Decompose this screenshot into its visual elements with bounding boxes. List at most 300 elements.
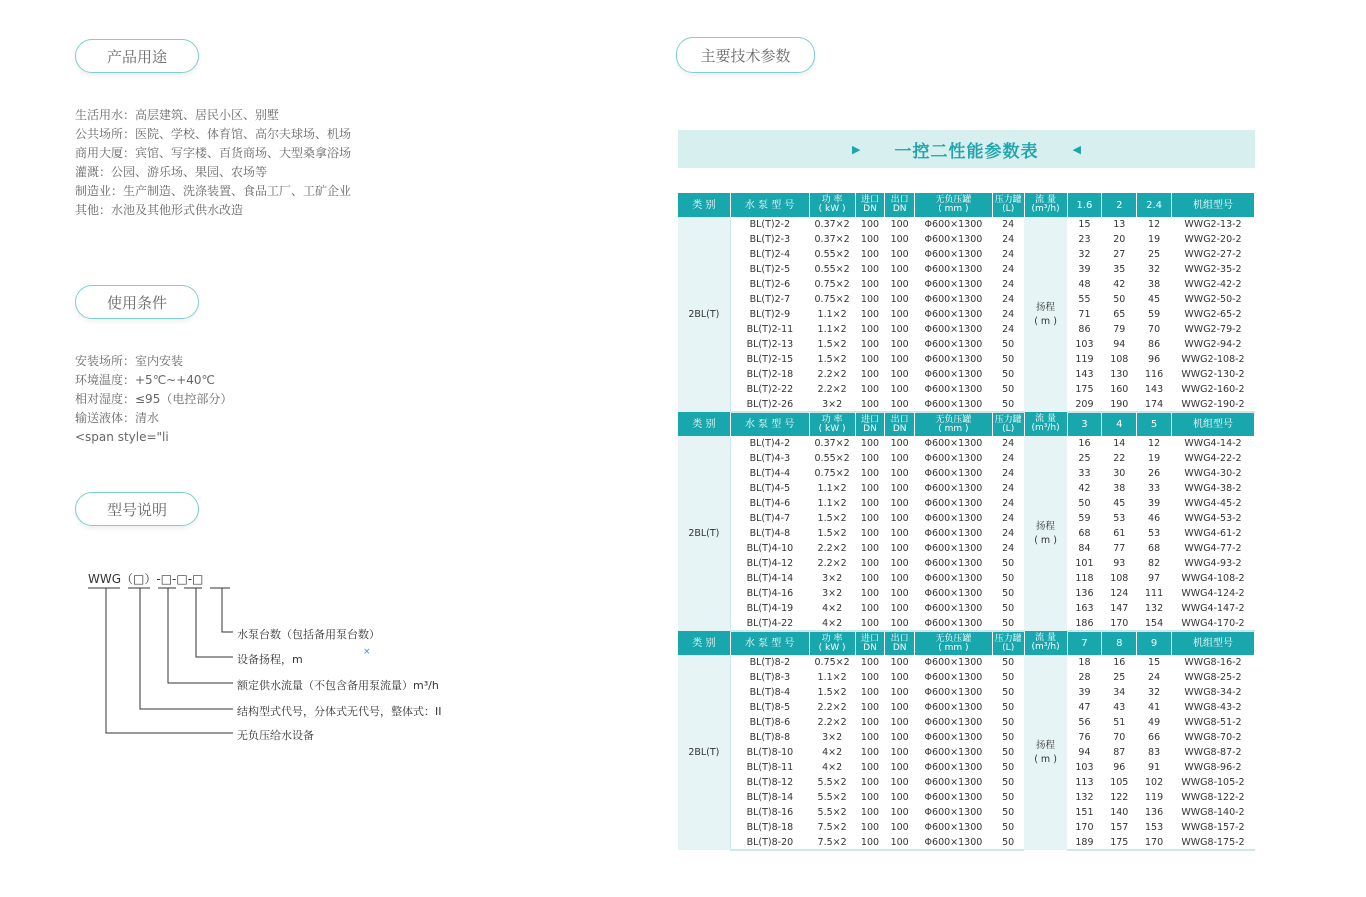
cell-inlet: 100: [860, 438, 880, 449]
cell-inlet: 100: [860, 717, 880, 728]
table-row: [678, 451, 1255, 466]
cell-flow-1: 175: [1075, 384, 1094, 395]
model-label-structure: 结构型式代号，分体式无代号，整体式：II: [237, 705, 442, 718]
table-title: 一控二性能参数表: [894, 141, 1039, 162]
cell-flow-1: 103: [1075, 762, 1094, 773]
header-inlet-unit: DN: [863, 204, 877, 214]
cell-pressure-tank: 50: [992, 835, 1024, 850]
cell-inlet: 100: [860, 234, 880, 245]
cell-pressure-tank: 50: [1002, 792, 1015, 803]
cell-unit-model: WWG2-190-2: [1172, 397, 1255, 412]
cell-outlet: 100: [890, 558, 909, 569]
header-pressure-tank: [992, 631, 1024, 655]
header-pressure-tank-label: 压力罐: [994, 633, 1022, 644]
cell-pump-model: BL(T)2-3: [749, 234, 791, 245]
cell-inlet: 100: [860, 672, 880, 683]
cell-flow-1: 94: [1078, 747, 1091, 758]
table-row: [678, 820, 1255, 835]
cell-pressure-tank: 50: [1002, 354, 1015, 365]
cell-flow-3: 26: [1148, 468, 1161, 479]
cell-flow-2: 25: [1113, 672, 1126, 683]
model-code-diagram: [80, 565, 500, 755]
cell-flow-1: 119: [1075, 354, 1094, 365]
cell-tank: Φ600×1300: [924, 294, 983, 305]
cell-outlet: 100: [890, 279, 909, 290]
header-power-unit: ( kW ): [818, 423, 846, 434]
cell-outlet: 100: [890, 717, 909, 728]
cell-pump-model: BL(T)8-3: [749, 672, 791, 683]
model-label-flow: 额定供水流量（不包含备用泵流量）m³/h: [237, 679, 439, 692]
cell-flow-3: 19: [1148, 234, 1161, 245]
cell-power: 1.1×2: [817, 483, 847, 494]
cell-pump-model: BL(T)2-5: [749, 264, 791, 275]
cell-unit-model: WWG4-30-2: [1184, 468, 1242, 479]
conditions-line: 相对湿度：≤95（电控部分）: [75, 392, 233, 406]
cell-pump-model: BL(T)2-22: [746, 384, 794, 395]
cell-power: 0.75×2: [814, 657, 850, 668]
cell-tank: Φ600×1300: [924, 558, 983, 569]
cell-flow-1: 103: [1075, 339, 1094, 350]
cell-tank: Φ600×1300: [924, 249, 983, 260]
header-power: [809, 412, 855, 436]
cell-tank: Φ600×1300: [924, 453, 983, 464]
cell-pressure-tank: 50: [1002, 384, 1015, 395]
header-tank-label: 无负压罐: [935, 195, 972, 205]
cell-flow-3: 46: [1148, 513, 1161, 524]
cell-pressure-tank: 24: [1002, 219, 1015, 230]
cell-power: 7.5×2: [809, 835, 855, 850]
cell-pressure-tank: 24: [1002, 324, 1015, 335]
cell-flow-3: 39: [1148, 498, 1161, 509]
header-power-label: 功 率: [821, 633, 843, 644]
cell-outlet: 100: [890, 354, 909, 365]
header-tank-unit: ( mm ): [938, 204, 969, 214]
cell-flow-1: 39: [1078, 264, 1091, 275]
cell-flow-3: 59: [1148, 309, 1161, 320]
header-flow-value: 8: [1102, 631, 1137, 655]
cell-flow-3: 83: [1148, 747, 1161, 758]
cell-inlet: 100: [860, 603, 880, 614]
cell-tank: Φ600×1300: [924, 483, 983, 494]
cell-pressure-tank: 24: [1002, 468, 1015, 479]
header-inlet: [855, 193, 885, 217]
cell-pump-model: BL(T)4-16: [746, 588, 794, 599]
cell-pump-model: BL(T)4-4: [749, 468, 791, 479]
cell-inlet: 100: [860, 732, 880, 743]
cell-flow-2: 53: [1113, 513, 1126, 524]
header-category: 类 别: [678, 631, 730, 655]
cell-pump-model: BL(T)8-5: [749, 702, 791, 713]
cell-flow-3: 24: [1148, 672, 1161, 683]
cell-flow-3: 143: [1145, 384, 1164, 395]
cell-power: 2.2×2: [817, 543, 847, 554]
cell-pressure-tank: 50: [1002, 672, 1015, 683]
cell-flow-1: 143: [1075, 369, 1094, 380]
header-outlet-unit: DN: [892, 423, 907, 434]
cell-pressure-tank: 50: [1002, 558, 1015, 569]
table-row: [678, 685, 1255, 700]
model-section-title: 型号说明: [75, 492, 199, 526]
cell-flow-1: 118: [1075, 573, 1094, 584]
cell-tank: Φ600×1300: [924, 543, 983, 554]
params-section-title: 主要技术参数: [676, 37, 815, 73]
header-outlet-label: 出口: [890, 633, 909, 644]
lift-unit: ( m ): [1034, 315, 1057, 327]
cell-unit-model: WWG8-70-2: [1184, 732, 1242, 743]
cell-tank: Φ600×1300: [924, 792, 983, 803]
cell-flow-3: 15: [1148, 657, 1161, 668]
table-row: [678, 217, 1255, 232]
cell-inlet: 100: [860, 747, 880, 758]
cell-pump-model: BL(T)4-14: [746, 573, 794, 584]
header-power-label: 功 率: [821, 414, 843, 425]
cell-inlet: 100: [855, 397, 885, 412]
cell-outlet: 100: [890, 762, 909, 773]
cell-unit-model: WWG2-42-2: [1184, 279, 1242, 290]
cell-power: 1.5×2: [817, 339, 847, 350]
cell-flow-1: 25: [1078, 453, 1091, 464]
cell-flow-2: 140: [1110, 807, 1129, 818]
cell-unit-model: WWG4-14-2: [1184, 438, 1242, 449]
header-inlet-label: 进口: [860, 414, 879, 425]
cell-inlet: 100: [860, 354, 880, 365]
cell-power: 0.37×2: [814, 438, 850, 449]
table-row: [678, 277, 1255, 292]
cell-flow-2: 13: [1113, 219, 1126, 230]
header-flow-value: 2.4: [1137, 193, 1172, 217]
cell-pump-model: BL(T)4-19: [746, 603, 794, 614]
header-outlet-unit: DN: [892, 642, 907, 653]
header-unit-model: 机组型号: [1172, 631, 1255, 655]
cell-tank: Φ600×1300: [924, 822, 983, 833]
table-row: [678, 526, 1255, 541]
cell-flow-2: 87: [1113, 747, 1126, 758]
cell-power: 2.2×2: [817, 717, 847, 728]
cell-power: 0.75×2: [814, 294, 850, 305]
cell-pump-model: BL(T)8-6: [749, 717, 791, 728]
cell-power: 3×2: [822, 588, 843, 599]
cell-pump-model: BL(T)2-26: [730, 397, 809, 412]
cell-flow-2: 190: [1102, 397, 1137, 412]
cell-inlet: 100: [860, 792, 880, 803]
table-row: [678, 835, 1255, 850]
cell-flow-3: 25: [1148, 249, 1161, 260]
cell-inlet: 100: [860, 513, 880, 524]
cell-flow-1: 186: [1067, 616, 1102, 631]
cell-unit-model: WWG2-79-2: [1184, 324, 1242, 335]
cell-tank: Φ600×1300: [924, 672, 983, 683]
table-row: [678, 586, 1255, 601]
header-pressure-tank-label: 压力罐: [994, 195, 1022, 205]
cell-flow-3: 12: [1148, 438, 1161, 449]
cell-power: 1.5×2: [817, 513, 847, 524]
cell-unit-model: WWG4-108-2: [1181, 573, 1245, 584]
header-flow-label: 流 量: [1035, 414, 1056, 424]
cell-pump-model: BL(T)4-10: [746, 543, 794, 554]
cell-outlet: 100: [890, 588, 909, 599]
cell-power: 5.5×2: [817, 792, 847, 803]
cell-flow-3: 154: [1137, 616, 1172, 631]
table-row: [678, 322, 1255, 337]
cell-power: 1.1×2: [817, 498, 847, 509]
lift-cell: [1024, 655, 1067, 850]
cell-power: 1.1×2: [817, 672, 847, 683]
table-row: [678, 790, 1255, 805]
usage-line: 商用大厦：宾馆、写字楼、百货商场、大型桑拿浴场: [75, 146, 352, 160]
cell-power: 2.2×2: [817, 384, 847, 395]
cell-tank: Φ600×1300: [915, 835, 993, 850]
cell-outlet: 100: [890, 603, 909, 614]
cell-flow-1: 86: [1078, 324, 1091, 335]
cell-unit-model: WWG4-77-2: [1184, 543, 1242, 554]
cell-outlet: 100: [890, 294, 909, 305]
table-header-row: [678, 193, 1255, 217]
cell-unit-model: WWG2-65-2: [1184, 309, 1242, 320]
cell-unit-model: WWG4-93-2: [1184, 558, 1242, 569]
cell-power: 0.55×2: [814, 249, 850, 260]
cell-inlet: 100: [860, 657, 880, 668]
cell-flow-1: 132: [1075, 792, 1094, 803]
cell-unit-model: WWG2-130-2: [1181, 369, 1245, 380]
cell-power: 4×2: [809, 616, 855, 631]
cell-power: 4×2: [822, 747, 843, 758]
header-outlet-unit: DN: [892, 204, 907, 214]
cell-flow-1: 189: [1067, 835, 1102, 850]
cell-flow-3: 96: [1148, 354, 1161, 365]
cell-tank: Φ600×1300: [924, 279, 983, 290]
cell-flow-2: 50: [1113, 294, 1126, 305]
cell-pressure-tank: 50: [1002, 732, 1015, 743]
cell-unit-model: WWG2-13-2: [1184, 219, 1242, 230]
cell-unit-model: WWG2-27-2: [1184, 249, 1242, 260]
cell-outlet: 100: [890, 369, 909, 380]
header-outlet: [885, 631, 915, 655]
conditions-line: 输送液体：清水: [75, 411, 160, 425]
cell-outlet: 100: [890, 234, 909, 245]
cell-tank: Φ600×1300: [924, 438, 983, 449]
cell-outlet: 100: [885, 835, 915, 850]
cell-inlet: 100: [860, 369, 880, 380]
header-pressure-tank-label: 压力罐: [994, 414, 1022, 425]
cell-pump-model: BL(T)2-2: [749, 219, 791, 230]
cell-tank: Φ600×1300: [924, 603, 983, 614]
cell-flow-1: 59: [1078, 513, 1091, 524]
triangle-right-icon: ▶: [852, 142, 861, 156]
cell-inlet: 100: [860, 702, 880, 713]
cell-flow-1: 33: [1078, 468, 1091, 479]
cell-unit-model: WWG4-45-2: [1184, 498, 1242, 509]
category-cell: 2BL(T): [678, 217, 730, 412]
cell-pump-model: BL(T)4-8: [749, 528, 791, 539]
cell-tank: Φ600×1300: [924, 732, 983, 743]
cell-flow-1: 48: [1078, 279, 1091, 290]
conditions-list: [75, 352, 232, 447]
cell-pressure-tank: 24: [1002, 438, 1015, 449]
cell-outlet: 100: [890, 468, 909, 479]
cell-outlet: 100: [890, 792, 909, 803]
cell-pressure-tank: 24: [1002, 234, 1015, 245]
cell-flow-1: 170: [1075, 822, 1094, 833]
cell-flow-1: 16: [1078, 438, 1091, 449]
cell-pressure-tank: 50: [1002, 369, 1015, 380]
header-flow-value: 5: [1137, 412, 1172, 436]
cell-flow-2: 130: [1110, 369, 1129, 380]
cell-outlet: 100: [890, 657, 909, 668]
cell-flow-2: 175: [1102, 835, 1137, 850]
cell-tank: Φ600×1300: [924, 702, 983, 713]
cell-unit-model: WWG8-157-2: [1181, 822, 1245, 833]
cell-flow-2: 124: [1110, 588, 1129, 599]
cell-pressure-tank: 50: [1002, 762, 1015, 773]
header-power: [809, 631, 855, 655]
cell-pump-model: BL(T)8-12: [746, 777, 794, 788]
cell-tank: Φ600×1300: [924, 747, 983, 758]
cell-flow-1: 136: [1075, 588, 1094, 599]
header-pump-model: 水 泵 型 号: [730, 412, 809, 436]
cell-tank: Φ600×1300: [924, 339, 983, 350]
header-tank: [915, 631, 993, 655]
cell-flow-2: 93: [1113, 558, 1126, 569]
cell-flow-3: 86: [1148, 339, 1161, 350]
header-unit-model: 机组型号: [1172, 193, 1255, 217]
header-outlet-label: 出口: [890, 195, 909, 205]
conditions-line: 安装场所：室内安装: [75, 354, 184, 368]
cell-inlet: 100: [860, 573, 880, 584]
table-row: [678, 352, 1255, 367]
conditions-line: <span style="li: [75, 430, 169, 444]
cell-pump-model: BL(T)4-6: [749, 498, 791, 509]
cell-power: 2.2×2: [817, 558, 847, 569]
cell-power: 4×2: [822, 603, 843, 614]
cell-tank: Φ600×1300: [924, 369, 983, 380]
cell-unit-model: WWG4-170-2: [1172, 616, 1255, 631]
cell-inlet: 100: [860, 264, 880, 275]
cell-pressure-tank: 24: [1002, 498, 1015, 509]
cell-flow-2: 34: [1113, 687, 1126, 698]
table-row: [678, 511, 1255, 526]
header-inlet-unit: DN: [863, 642, 877, 653]
cell-inlet: 100: [860, 483, 880, 494]
header-flow-unit: (m³/h): [1031, 642, 1060, 652]
header-pressure-tank: [992, 193, 1024, 217]
cell-tank: Φ600×1300: [924, 324, 983, 335]
header-tank-label: 无负压罐: [935, 633, 972, 644]
cell-outlet: 100: [890, 687, 909, 698]
cell-unit-model: WWG4-22-2: [1184, 453, 1242, 464]
cell-pump-model: BL(T)8-10: [746, 747, 794, 758]
cell-flow-2: 160: [1110, 384, 1129, 395]
header-tank-label: 无负压罐: [935, 414, 972, 425]
cell-outlet: 100: [890, 528, 909, 539]
cell-inlet: 100: [855, 835, 885, 850]
cell-pump-model: BL(T)4-22: [730, 616, 809, 631]
table-row: [678, 655, 1255, 670]
cell-flow-1: 50: [1078, 498, 1091, 509]
conditions-section-title: 使用条件: [75, 285, 199, 319]
table-title-banner: [678, 130, 1255, 168]
cell-outlet: 100: [890, 384, 909, 395]
cell-flow-1: 28: [1078, 672, 1091, 683]
table-row: [678, 337, 1255, 352]
cell-flow-1: 71: [1078, 309, 1091, 320]
cell-unit-model: WWG8-43-2: [1184, 702, 1242, 713]
header-flow-value: 1.6: [1067, 193, 1102, 217]
cell-flow-1: 39: [1078, 687, 1091, 698]
cell-power: 2.2×2: [817, 369, 847, 380]
cell-power: 1.1×2: [817, 309, 847, 320]
cell-power: 0.55×2: [814, 264, 850, 275]
header-tank: [915, 412, 993, 436]
header-flow: [1024, 193, 1067, 217]
cell-inlet: 100: [860, 279, 880, 290]
cell-flow-1: 47: [1078, 702, 1091, 713]
cell-outlet: 100: [885, 397, 915, 412]
table-row: [678, 397, 1255, 412]
cell-outlet: 100: [890, 702, 909, 713]
cell-pressure-tank: 50: [1002, 807, 1015, 818]
cell-inlet: 100: [860, 762, 880, 773]
cell-flow-3: 38: [1148, 279, 1161, 290]
category-cell: 2BL(T): [678, 436, 730, 631]
cell-power: 3×2: [822, 573, 843, 584]
cell-inlet: 100: [860, 558, 880, 569]
header-inlet: [855, 412, 885, 436]
cell-inlet: 100: [860, 219, 880, 230]
cell-power: 1.5×2: [817, 528, 847, 539]
cell-pressure-tank: 50: [1002, 747, 1015, 758]
cell-flow-2: 20: [1113, 234, 1126, 245]
cell-outlet: 100: [890, 219, 909, 230]
header-pressure-tank: [992, 412, 1024, 436]
cell-flow-2: 16: [1113, 657, 1126, 668]
cell-flow-3: 170: [1137, 835, 1172, 850]
cell-power: 4×2: [822, 762, 843, 773]
cell-flow-3: 174: [1137, 397, 1172, 412]
conditions-line: 环境温度：+5℃~+40℃: [75, 373, 216, 387]
cell-inlet: 100: [860, 807, 880, 818]
cell-pressure-tank: 50: [1002, 717, 1015, 728]
cell-flow-2: 43: [1113, 702, 1126, 713]
cell-flow-3: 12: [1148, 219, 1161, 230]
cell-tank: Φ600×1300: [924, 588, 983, 599]
header-category: 类 别: [678, 412, 730, 436]
cell-flow-1: 18: [1078, 657, 1091, 668]
cell-pump-model: BL(T)2-18: [746, 369, 794, 380]
cell-pressure-tank: 24: [1002, 453, 1015, 464]
cell-flow-3: 82: [1148, 558, 1161, 569]
stray-mark: ×: [363, 647, 371, 657]
cell-power: 1.5×2: [817, 354, 847, 365]
cell-flow-3: 53: [1148, 528, 1161, 539]
cell-unit-model: WWG8-34-2: [1184, 687, 1242, 698]
usage-section-title: 产品用途: [75, 39, 199, 73]
cell-pressure-tank: 50: [1002, 822, 1015, 833]
cell-pump-model: BL(T)8-11: [746, 762, 794, 773]
header-power-unit: ( kW ): [818, 204, 846, 214]
cell-flow-3: 132: [1145, 603, 1164, 614]
table-row: [678, 730, 1255, 745]
cell-pressure-tank: 50: [1002, 777, 1015, 788]
table-row: [678, 466, 1255, 481]
cell-flow-1: 209: [1067, 397, 1102, 412]
cell-flow-2: 94: [1113, 339, 1126, 350]
lift-unit: ( m ): [1034, 753, 1057, 765]
cell-outlet: 100: [890, 513, 909, 524]
model-label-pumps: 水泵台数（包括备用泵台数）: [237, 628, 380, 641]
cell-flow-2: 61: [1113, 528, 1126, 539]
cell-outlet: 100: [890, 438, 909, 449]
header-flow-value: 9: [1137, 631, 1172, 655]
